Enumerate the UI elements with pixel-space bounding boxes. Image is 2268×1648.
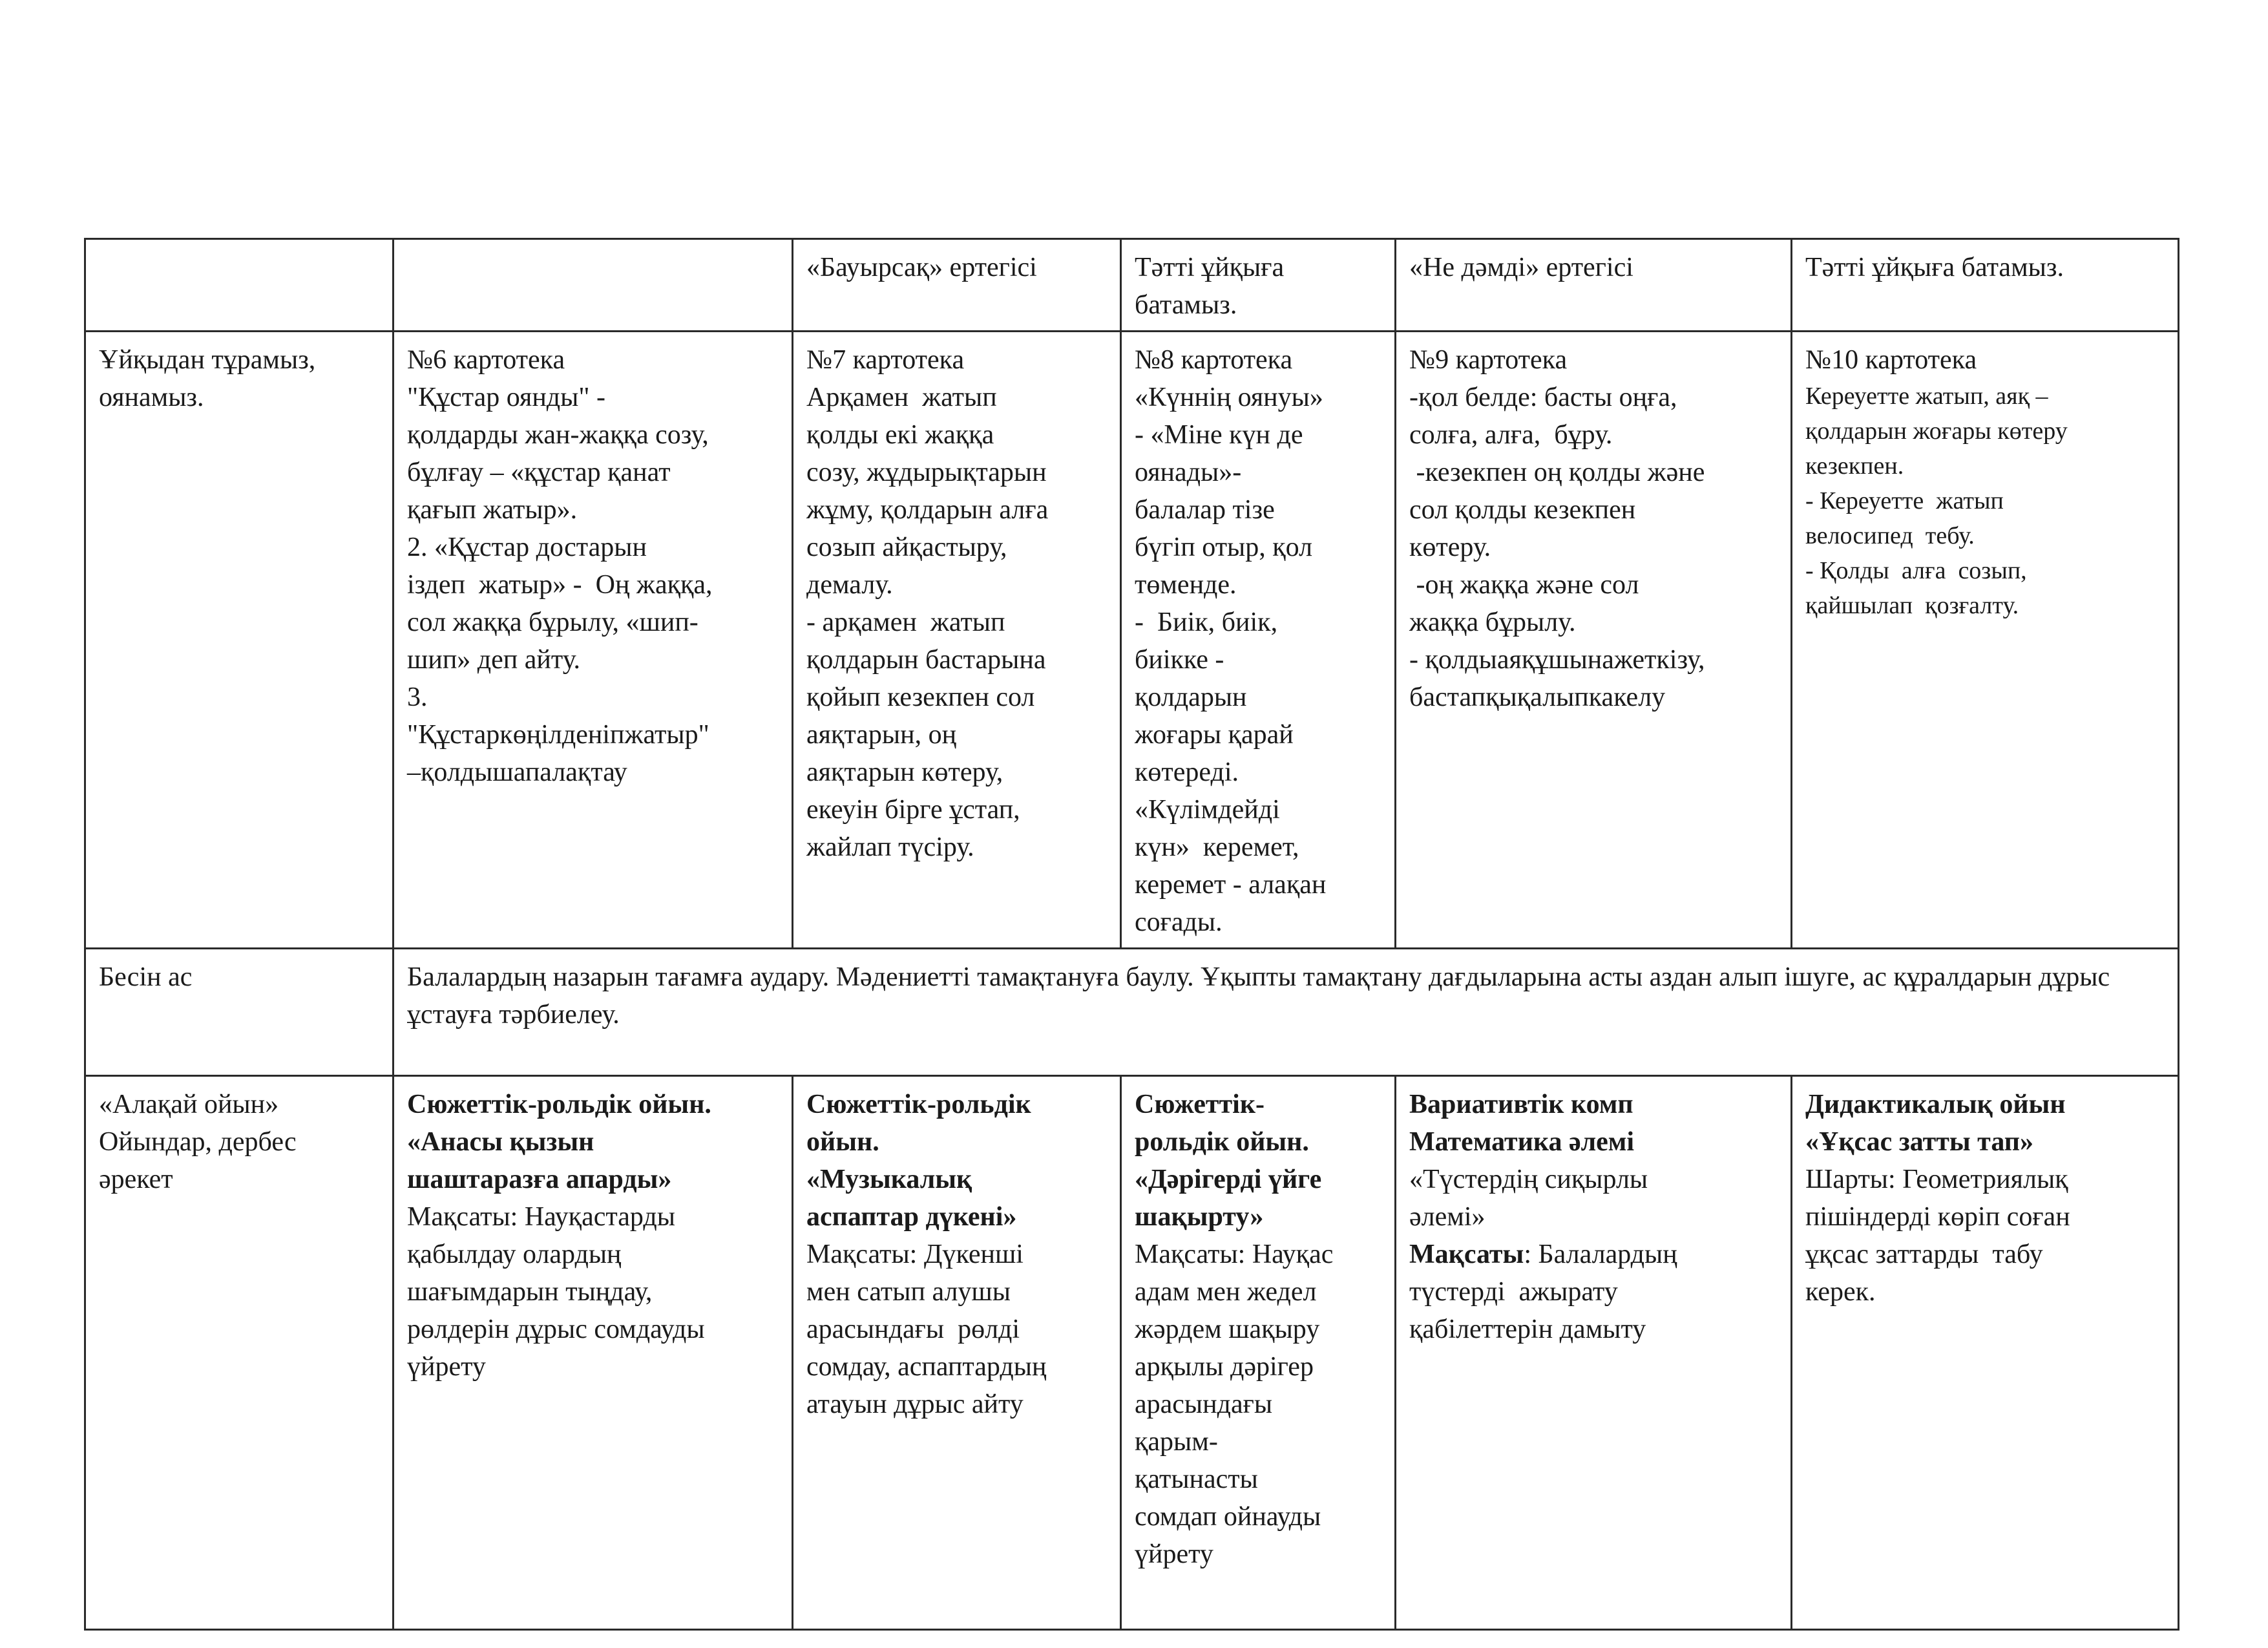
table-row-games: [85, 1076, 2179, 1630]
lunch-label: Бесін ас: [85, 949, 394, 1076]
text-line: жоғары қарай: [1135, 720, 1294, 750]
games-label: [85, 1076, 394, 1630]
text-line: Мақсаты: Науқастарды: [407, 1202, 675, 1232]
table-row-header: [85, 239, 2179, 332]
games-cell-5-goal-first: Мақсаты: Балалардың: [1409, 1240, 1677, 1269]
text-line: жәрдем шақыру: [1135, 1315, 1320, 1344]
text-line: жайлап түсіру.: [806, 832, 974, 862]
text-line: - Биік, биік,: [1135, 607, 1278, 637]
text-line: қолдарын жоғары көтеру: [1805, 417, 2068, 445]
text-line: "Құстар оянды" -: [407, 383, 606, 412]
text-line: үйрету: [1135, 1539, 1213, 1569]
text-line: үйрету: [407, 1352, 486, 1382]
text-line: екеуін бірге ұстап,: [806, 795, 1020, 825]
games-cell-6: [1792, 1076, 2179, 1630]
wake-cell-4: [1121, 332, 1396, 949]
text-line: - қолдыаяқұшынажеткізу,: [1409, 645, 1705, 675]
games-cell-6-title: [1805, 1086, 2165, 1161]
wake-cell-3: [793, 332, 1121, 949]
text-line: бұлғау – «құстар қанат: [407, 458, 671, 487]
text-line: қолды екі жаққа: [806, 420, 994, 450]
text-line: «Күлімдейді: [1135, 795, 1280, 825]
text-line: -қол белде: басты оңға,: [1409, 383, 1677, 412]
text-line: қолдарды жан-жаққа созу,: [407, 420, 709, 450]
header-cell-empty-1: [85, 239, 394, 332]
games-cell-4-title: [1135, 1086, 1381, 1236]
text-line: бастапқықалыпкакелу: [1409, 682, 1666, 712]
text-line: ұқсас заттарды табу: [1805, 1240, 2043, 1269]
text-line: 2. «Құстар достарын: [407, 533, 647, 562]
text-line: Шарты: Геометриялық: [1805, 1165, 2068, 1194]
text-line: Дидактикалық ойын: [1805, 1090, 2066, 1119]
text-line: бүгіп отыр, қол: [1135, 533, 1313, 562]
games-cell-3-body: [806, 1236, 1107, 1423]
text-line: арасындағы рөлді: [806, 1315, 1020, 1344]
text-line: аяқтарын көтеру,: [806, 757, 1003, 787]
text-line: «Күннің оянуы»: [1135, 383, 1323, 412]
games-cell-2: [394, 1076, 793, 1630]
wake-cell-5: [1396, 332, 1792, 949]
wake-cell-6-title: №10 картотека: [1805, 345, 1977, 375]
text-line: шақырту»: [1135, 1202, 1264, 1232]
games-cell-5-body: [1409, 1161, 1778, 1236]
schedule-table: [84, 238, 2179, 1631]
text-line: шип» деп айту.: [407, 645, 580, 675]
text-line: "Құстаркөңілденіпжатыр": [407, 720, 709, 750]
text-line: созу, жұдырықтарын: [806, 458, 1047, 487]
text-line: - арқамен жатып: [806, 607, 1005, 637]
text-line: созып айқастыру,: [806, 533, 1007, 562]
wake-cell-6: [1792, 332, 2179, 949]
games-cell-5: [1396, 1076, 1792, 1630]
wake-cell-2: [394, 332, 793, 949]
text-line: рөлдерін дұрыс сомдауды: [407, 1315, 705, 1344]
text-line: адам мен жедел: [1135, 1277, 1317, 1307]
text-line: Кереуетте жатып, аяқ –: [1805, 383, 2048, 410]
text-line: «Музыкалық: [806, 1165, 972, 1194]
text-line: керемет - алақан: [1135, 870, 1327, 900]
text-line: «Анасы қызын: [407, 1127, 594, 1157]
text-line: атауын дұрыс айту: [806, 1389, 1024, 1419]
text-line: «Алақай ойын»: [99, 1090, 279, 1119]
wake-label: Ұйқыдан тұрамыз, оянамыз.: [85, 332, 394, 949]
text-line: Сюжеттік-рольдік ойын.: [407, 1090, 711, 1119]
text-line: «Ұқсас затты тап»: [1805, 1127, 2033, 1157]
text-line: арқылы дәрігер: [1135, 1352, 1314, 1382]
wake-cell-6-body: [1805, 379, 2165, 623]
text-line: пішіндерді көріп соған: [1805, 1202, 2070, 1232]
text-line: аспаптар дүкені»: [806, 1202, 1017, 1232]
text-line: шаштаразға апарды»: [407, 1165, 672, 1194]
text-line: №8 картотека: [1135, 345, 1293, 375]
text-line: оянады»-: [1135, 458, 1242, 487]
text-line: - Кереуетте жатып: [1805, 487, 2004, 514]
text-line: қолдарын: [1135, 682, 1247, 712]
text-line: кезекпен.: [1805, 452, 1904, 480]
text-line: сомдау, аспаптардың: [806, 1352, 1047, 1382]
text-line: солға, алға, бұру.: [1409, 420, 1613, 450]
text-line: - Қолды алға созып,: [1805, 557, 2027, 584]
lunch-text: Балалардың назарын тағамға аудару. Мәдениетті тамақтануға баулу. Ұқыпты тамақтану дағдыларына асты аздан алып ішуге, ас құралдарын дұрыс ұстауға тәрбиелеу.: [394, 949, 2179, 1076]
text-line: күн» керемет,: [1135, 832, 1299, 862]
games-cell-4-body: [1135, 1236, 1381, 1573]
games-cell-5-title: [1409, 1086, 1778, 1161]
header-cell-4: Тәтті ұйқыға батамыз.: [1121, 239, 1396, 332]
text-line: Ойындар, дербес: [99, 1127, 297, 1157]
games-cell-3-title: [806, 1086, 1107, 1236]
text-line: №9 картотека: [1409, 345, 1568, 375]
text-line: Математика әлемі: [1409, 1127, 1635, 1157]
header-cell-3: «Бауырсақ» ертегісі: [793, 239, 1121, 332]
header-cell-5: «Не дәмді» ертегісі: [1396, 239, 1792, 332]
games-cell-5-goal-2: түстерді ажырату: [1409, 1277, 1618, 1307]
text-line: Сюжеттік-: [1135, 1090, 1265, 1119]
text-line: жаққа бұрылу.: [1409, 607, 1576, 637]
text-line: аяқтарын, оң: [806, 720, 957, 750]
text-line: №6 картотека: [407, 345, 565, 375]
text-line: Вариативтік комп: [1409, 1090, 1633, 1119]
text-line: ойын.: [806, 1127, 879, 1157]
text-line: төменде.: [1135, 570, 1237, 600]
text-line: Арқамен жатып: [806, 383, 997, 412]
text-line: әлемі»: [1409, 1202, 1486, 1232]
text-line: «Дәрігерді үйге: [1135, 1165, 1322, 1194]
text-line: қарым-: [1135, 1427, 1218, 1457]
table-row-wake: [85, 332, 2179, 949]
text-line: көтереді.: [1135, 757, 1239, 787]
text-line: іздеп жатыр» - Оң жаққа,: [407, 570, 713, 600]
header-cell-6: Тәтті ұйқыға батамыз.: [1792, 239, 2179, 332]
text-line: сол қолды кезекпен: [1409, 495, 1636, 525]
text-line: №7 картотека: [806, 345, 965, 375]
games-cell-3: [793, 1076, 1121, 1630]
text-line: қолдарын бастарына: [806, 645, 1046, 675]
text-line: көтеру.: [1409, 533, 1491, 562]
text-line: жұму, қолдарын алға: [806, 495, 1049, 525]
text-line: -оң жаққа және сол: [1409, 570, 1639, 600]
text-line: 3.: [407, 682, 428, 712]
text-line: -кезекпен оң қолды және: [1409, 458, 1705, 487]
games-cell-4: [1121, 1076, 1396, 1630]
text-line: Сюжеттік-рольдік: [806, 1090, 1031, 1119]
text-line: - «Міне күн де: [1135, 420, 1303, 450]
text-line: «Түстердің сиқырлы: [1409, 1165, 1648, 1194]
header-cell-empty-2: [394, 239, 793, 332]
text-line: қойып кезекпен сол: [806, 682, 1035, 712]
text-line: балалар тізе: [1135, 495, 1275, 525]
text-line: қатынасты: [1135, 1464, 1258, 1494]
text-line: биікке -: [1135, 645, 1224, 675]
games-cell-2-body: [407, 1198, 779, 1386]
text-line: қағып жатыр».: [407, 495, 578, 525]
text-line: велосипед тебу.: [1805, 522, 1975, 549]
text-line: әрекет: [99, 1165, 173, 1194]
text-line: демалу.: [806, 570, 893, 600]
text-line: Мақсаты: Науқас: [1135, 1240, 1334, 1269]
table-row-lunch: [85, 949, 2179, 1076]
text-line: керек.: [1805, 1277, 1876, 1307]
text-line: –қолдышапалақтау: [407, 757, 627, 787]
text-line: сомдап ойнауды: [1135, 1502, 1321, 1532]
text-line: мен сатып алушы: [806, 1277, 1011, 1307]
games-cell-5-goal-3: қабілеттерін дамыту: [1409, 1315, 1646, 1344]
text-line: қабылдау олардың: [407, 1240, 622, 1269]
text-line: Мақсаты: Дүкенші: [806, 1240, 1024, 1269]
text-line: арасындағы: [1135, 1389, 1273, 1419]
text-line: қайшылап қозғалту.: [1805, 592, 2019, 619]
text-line: соғады.: [1135, 907, 1223, 937]
text-line: шағымдарын тыңдау,: [407, 1277, 653, 1307]
games-cell-2-title: [407, 1086, 779, 1198]
games-cell-6-body: [1805, 1161, 2165, 1311]
text-line: рольдік ойын.: [1135, 1127, 1309, 1157]
text-line: сол жаққа бұрылу, «шип-: [407, 607, 698, 637]
